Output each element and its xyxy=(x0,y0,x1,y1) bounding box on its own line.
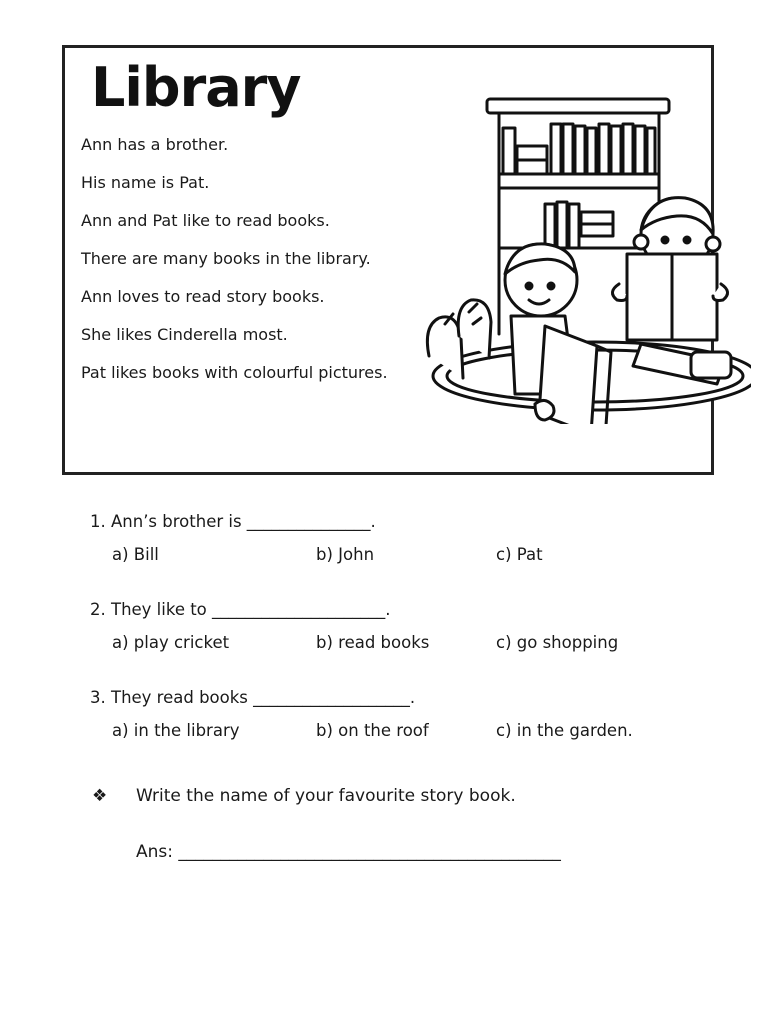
story-line: Ann has a brother. xyxy=(81,135,229,154)
question-3-option-a: a) in the library xyxy=(112,721,240,740)
story-box xyxy=(62,45,714,475)
writing-task xyxy=(92,786,516,806)
question-2: 2. They like to _____________________. xyxy=(90,600,391,619)
story-line: Ann and Pat like to read books. xyxy=(81,211,330,230)
question-3: 3. They read books ___________________. xyxy=(90,688,416,707)
story-line: She likes Cinderella most. xyxy=(81,325,288,344)
question-2-option-c: c) go shopping xyxy=(496,633,619,652)
question-3-option-c: c) in the garden. xyxy=(496,721,633,740)
question-3-option-b: b) on the roof xyxy=(316,721,429,740)
question-1-option-b: b) John xyxy=(316,545,375,564)
story-line: Pat likes books with colourful pictures. xyxy=(81,363,388,382)
story-title: Library xyxy=(91,56,301,119)
question-2-option-b: b) read books xyxy=(316,633,430,652)
question-1-option-a: a) Bill xyxy=(112,545,159,564)
question-2-option-a: a) play cricket xyxy=(112,633,230,652)
story-line: There are many books in the library. xyxy=(81,249,371,268)
writing-task-instruction: Write the name of your favourite story book. xyxy=(136,786,516,806)
question-1-option-c: c) Pat xyxy=(496,545,543,564)
story-line: Ann loves to read story books. xyxy=(81,287,325,306)
children-reading-illustration-icon xyxy=(415,94,751,424)
answer-line: Ans: _____________________________________________ xyxy=(136,842,561,862)
question-1: 1. Ann’s brother is _______________. xyxy=(90,512,376,531)
story-text xyxy=(81,134,411,400)
diamond-bullet-icon: ❖ xyxy=(92,786,108,806)
story-line: His name is Pat. xyxy=(81,173,210,192)
